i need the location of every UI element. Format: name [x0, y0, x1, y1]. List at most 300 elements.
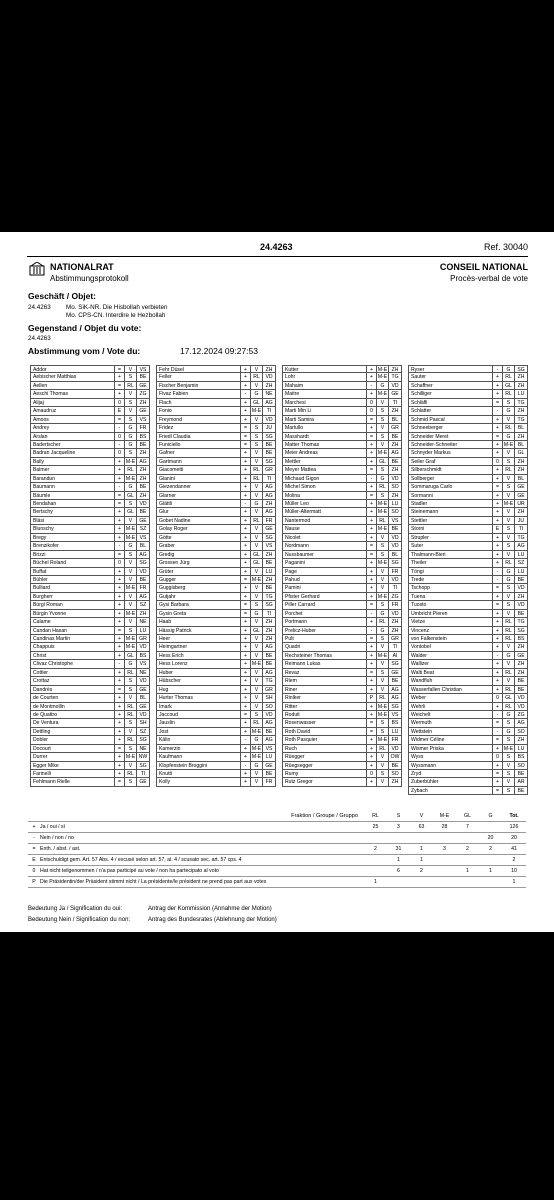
member-vote: + [367, 366, 377, 372]
member-name: Gysin Greta [157, 610, 241, 617]
member-canton: TI [392, 644, 398, 651]
member-name: Molina [283, 492, 367, 499]
member-row [30, 500, 150, 508]
member-canton: TG [265, 678, 273, 685]
member-vote: + [493, 559, 503, 566]
member-name: Crottaz [31, 677, 115, 684]
member-name: Revaz [283, 669, 367, 676]
member-name: Bregy [31, 534, 115, 541]
member-vote: + [493, 627, 503, 634]
member-group: S [377, 719, 389, 726]
member-vote: + [493, 441, 503, 448]
member-canton: SH [139, 720, 147, 727]
member-name: Imark [157, 703, 241, 710]
member-vote: + [241, 542, 251, 549]
member-group: V [377, 584, 389, 591]
member-row [30, 694, 150, 702]
footer-yes-value: Antrag der Kommission (Annahme der Motion) [148, 906, 272, 912]
member-canton: ZH [391, 467, 399, 474]
member-vote: + [115, 508, 125, 515]
member-vote: = [241, 441, 251, 448]
member-row [282, 500, 402, 508]
member-canton: BL [517, 425, 525, 432]
member-vote: + [367, 711, 377, 718]
member-canton: BE [517, 686, 525, 693]
member-name: Schneeberger [409, 424, 493, 431]
member-name: Bertschy [31, 508, 115, 515]
member-row [30, 711, 150, 719]
member-canton: SO [517, 762, 525, 769]
member-name: Brizzi [31, 551, 115, 558]
member-vote: + [241, 686, 251, 693]
member-vote: = [493, 483, 503, 490]
member-canton: BL [139, 695, 147, 702]
member-group: G [125, 433, 137, 440]
member-group: V [125, 576, 137, 583]
member-name: Rinlker [283, 694, 367, 701]
member-vote: + [493, 416, 503, 423]
member-group: V [251, 525, 263, 532]
member-row [156, 669, 276, 677]
member-row [408, 441, 528, 449]
member-group: S [251, 433, 263, 440]
member-vote: + [241, 643, 251, 650]
member-group: S [503, 584, 515, 591]
member-vote: - [493, 728, 503, 735]
member-row [282, 736, 402, 744]
member-group: RL [377, 618, 389, 625]
member-vote: + [115, 584, 125, 591]
member-row [408, 610, 528, 618]
member-group: RL [251, 373, 263, 380]
member-group: V [503, 449, 515, 456]
member-group: RL [377, 517, 389, 524]
summary-count: 6 [397, 868, 400, 874]
member-canton: ZH [517, 669, 525, 676]
member-canton: GR [391, 425, 399, 432]
member-name: Fehr Düsel [157, 366, 241, 372]
group-header: M-E [439, 813, 450, 819]
member-group: RL [503, 559, 515, 566]
member-row [30, 770, 150, 778]
member-vote: - [115, 542, 125, 549]
member-vote: = [115, 500, 125, 507]
member-row [282, 669, 402, 677]
member-vote: + [493, 373, 503, 380]
member-name: Kolly [157, 778, 241, 785]
member-vote: = [367, 601, 377, 608]
summary-count: 2 [420, 868, 423, 874]
member-vote: + [241, 728, 251, 735]
member-vote: + [367, 458, 377, 465]
member-row [156, 373, 276, 381]
member-vote: + [241, 475, 251, 482]
member-group: M-E [503, 745, 514, 752]
member-vote: + [367, 373, 377, 380]
member-group: S [503, 719, 515, 726]
summary-symbol: P [32, 879, 36, 885]
member-row [408, 568, 528, 576]
member-canton: BE [139, 374, 147, 381]
member-canton: GE [139, 408, 147, 415]
member-group: RL [503, 703, 515, 710]
parliament-emblem-icon [29, 262, 45, 276]
member-canton: ZH [265, 367, 273, 373]
member-row [30, 475, 150, 483]
member-row [30, 551, 150, 559]
member-group: S [125, 627, 137, 634]
summary-symbol: E [32, 857, 36, 863]
member-row [30, 559, 150, 567]
member-group: G [251, 762, 263, 769]
member-vote: + [241, 508, 251, 515]
member-vote: + [241, 660, 251, 667]
member-canton: FR [139, 585, 147, 592]
member-group: V [377, 778, 389, 785]
member-vote: + [493, 745, 503, 752]
member-canton: AG [265, 509, 273, 516]
member-vote: + [367, 778, 377, 785]
member-canton: ZH [265, 576, 273, 583]
member-name: Rosenwasser [283, 719, 367, 726]
member-row [408, 660, 528, 668]
member-group: G [503, 366, 515, 372]
member-vote: - [241, 762, 251, 769]
member-row [156, 635, 276, 643]
member-name: Götte [157, 534, 241, 541]
member-row [282, 424, 402, 432]
business-label: Geschäft / Objet: [28, 291, 97, 301]
member-vote: + [115, 458, 125, 465]
member-canton: ZH [391, 408, 399, 415]
member-canton: ZH [517, 408, 525, 415]
summary-count [456, 833, 479, 843]
summary-count [364, 866, 387, 876]
member-row [408, 559, 528, 567]
member-vote: + [115, 601, 125, 608]
member-name: Heer [157, 635, 241, 642]
member-vote: 0 [115, 399, 125, 406]
member-vote: + [241, 652, 251, 659]
member-group: M-E [377, 367, 388, 373]
member-vote: + [241, 719, 251, 726]
member-group: M-E [251, 661, 262, 668]
member-canton: VD [265, 711, 273, 718]
summary-count [433, 833, 456, 843]
member-row [282, 483, 402, 491]
member-name: Seiler Graf [409, 458, 493, 465]
member-name: Vietze [409, 618, 493, 625]
summary-count [433, 877, 456, 887]
member-name: Lohr [283, 373, 367, 380]
summary-row [28, 822, 526, 833]
member-vote: + [367, 703, 377, 710]
member-group: G [125, 660, 137, 667]
summary-count [479, 855, 502, 865]
member-row [30, 635, 150, 643]
member-canton: AR [517, 779, 525, 786]
member-canton: BS [517, 636, 525, 642]
member-vote: = [115, 416, 125, 423]
member-group: V [251, 382, 263, 389]
member-vote: = [115, 492, 125, 499]
member-name: Fonio [157, 407, 241, 414]
member-vote: 0 [367, 399, 377, 406]
member-vote: = [493, 584, 503, 591]
member-group: M-E [377, 391, 388, 398]
member-name: Ritter [283, 703, 367, 710]
member-vote: + [367, 745, 377, 752]
member-vote: + [493, 762, 503, 769]
member-canton: BE [265, 771, 273, 777]
member-row [282, 576, 402, 584]
member-group: GL [251, 559, 263, 566]
summary-row-label [28, 877, 364, 887]
member-row [30, 433, 150, 441]
member-group: G [377, 475, 389, 482]
member-group: V [125, 618, 137, 625]
member-canton: AG [265, 737, 273, 744]
member-row [156, 449, 276, 457]
member-canton: ZH [391, 627, 399, 634]
member-group: V [377, 686, 389, 693]
member-canton: VS [139, 367, 147, 373]
member-group: S [377, 416, 389, 423]
member-canton: AG [265, 644, 273, 651]
member-canton: BE [265, 652, 273, 659]
member-canton: BL [517, 475, 525, 482]
member-vote: = [115, 551, 125, 558]
footer-no [28, 917, 277, 923]
member-vote: = [241, 601, 251, 608]
member-canton: ZG [391, 593, 399, 600]
member-name: Piller Carrard [283, 601, 367, 608]
member-group: M-E [377, 509, 388, 516]
group-header-total: Tot. [509, 813, 519, 819]
member-group: RL [503, 424, 515, 431]
member-group: V [251, 508, 263, 515]
member-canton: BE [517, 610, 525, 617]
member-row [156, 778, 276, 786]
member-canton: LU [139, 627, 147, 634]
member-name: de Montmollin [31, 703, 115, 710]
member-row [282, 399, 402, 407]
member-row [156, 745, 276, 753]
member-group: G [125, 542, 137, 549]
member-row [282, 652, 402, 660]
nationalrat-title: NATIONALRAT [50, 262, 114, 272]
member-name: Arslan [31, 433, 115, 440]
member-row [408, 627, 528, 635]
member-canton: VD [517, 585, 525, 592]
member-canton: ZH [391, 619, 399, 626]
member-canton: BS [139, 652, 147, 659]
member-group: M-E [125, 636, 136, 642]
member-row [156, 652, 276, 660]
member-canton: BE [391, 526, 399, 533]
member-group: V [125, 517, 137, 524]
member-row [282, 584, 402, 592]
member-row [408, 762, 528, 770]
member-row [408, 770, 528, 778]
member-name: Rumy [283, 770, 367, 777]
member-row [30, 728, 150, 736]
summary-symbol: + [32, 824, 36, 830]
member-vote: + [115, 694, 125, 701]
member-row [156, 500, 276, 508]
member-group: GL [377, 458, 389, 465]
member-name: Tschopp [409, 584, 493, 591]
member-canton: VD [139, 644, 147, 651]
member-vote: + [241, 551, 251, 558]
member-row [30, 390, 150, 398]
member-vote: + [493, 618, 503, 625]
member-group: GL [503, 382, 515, 389]
business-number: 24.4263 [28, 304, 51, 311]
member-vote: + [493, 703, 503, 710]
member-vote: - [115, 660, 125, 667]
member-group: G [125, 483, 137, 490]
member-canton: TG [517, 399, 525, 406]
member-row [282, 719, 402, 727]
member-group: V [251, 694, 263, 701]
member-row [30, 373, 150, 381]
member-row [156, 719, 276, 727]
member-vote: + [241, 778, 251, 785]
member-canton: TI [392, 399, 398, 406]
member-name: Knutti [157, 770, 241, 777]
member-vote: + [115, 753, 125, 760]
member-canton: SG [139, 737, 147, 744]
member-row [282, 728, 402, 736]
member-canton: GR [139, 636, 147, 642]
member-canton: JU [265, 425, 273, 432]
member-canton: VD [265, 374, 273, 381]
member-canton: NW [138, 754, 148, 761]
member-group: V [125, 407, 137, 414]
member-name: Pamini [283, 584, 367, 591]
member-group: S [125, 686, 137, 693]
member-name: Amaudruz [31, 407, 115, 414]
subject-value: 24.4263 [28, 335, 51, 342]
member-canton: ZH [139, 492, 147, 499]
summary-count: 10 [511, 868, 517, 874]
member-row [156, 703, 276, 711]
member-canton: GE [139, 382, 147, 389]
member-row [408, 525, 528, 533]
member-canton: SZ [517, 560, 525, 567]
member-name: Büchel Roland [31, 559, 115, 566]
member-canton: TG [517, 416, 525, 423]
member-vote: = [367, 466, 377, 473]
member-name: Hug [157, 686, 241, 693]
member-group: S [125, 373, 137, 380]
member-group: V [503, 508, 515, 515]
member-name: Zryd [409, 770, 493, 777]
member-row [156, 643, 276, 651]
member-name: Gafner [157, 449, 241, 456]
member-group: G [503, 728, 515, 735]
member-row [156, 686, 276, 694]
member-group: M-E [503, 501, 514, 507]
member-group: G [503, 407, 515, 414]
summary-count: 2 [489, 846, 492, 852]
member-canton: BE [265, 728, 273, 735]
member-group: M-E [251, 754, 262, 761]
member-vote: + [115, 593, 125, 600]
member-vote: 0 [367, 407, 377, 414]
summary-count: 3 [443, 846, 446, 852]
member-vote: + [115, 762, 125, 769]
member-canton: TI [392, 585, 398, 592]
member-group: S [503, 458, 515, 465]
summary-symbol: - [33, 835, 35, 841]
member-vote: + [115, 728, 125, 735]
member-vote: + [241, 492, 251, 499]
member-canton: NE [139, 745, 147, 752]
member-canton: SG [139, 560, 147, 567]
member-row [408, 652, 528, 660]
member-vote: + [493, 500, 503, 507]
member-row [408, 449, 528, 457]
member-canton: GE [139, 517, 147, 524]
member-vote: + [241, 458, 251, 465]
member-vote: + [115, 669, 125, 676]
member-group: M-E [125, 534, 136, 541]
member-row [30, 584, 150, 592]
member-vote: = [493, 770, 503, 777]
member-canton: FR [139, 425, 147, 432]
member-group: S [377, 551, 389, 558]
member-group: V [251, 483, 263, 490]
member-vote: = [241, 433, 251, 440]
member-group: M-E [377, 703, 388, 710]
summary-count: 41 [511, 846, 517, 852]
member-name: Ruch [283, 745, 367, 752]
member-canton: AG [139, 458, 147, 465]
member-name: Schaffner [409, 382, 493, 389]
member-name: Riner [283, 686, 367, 693]
member-name: Mahaim [283, 382, 367, 389]
summary-row-label [28, 844, 364, 854]
member-name: Müller Leo [283, 500, 367, 507]
summary-count: 63 [418, 824, 425, 830]
member-vote: + [493, 466, 503, 473]
summary-label-text: Hat nicht teilgenommen / n'a pas participé au vote / non ha partecipato al voto [40, 868, 219, 874]
member-group: V [377, 576, 389, 583]
group-header: V [419, 813, 424, 819]
member-name: De Ventura [31, 719, 115, 726]
member-name: Portmann [283, 618, 367, 625]
member-canton: LU [391, 728, 399, 735]
member-canton: ZH [517, 374, 525, 381]
member-vote: + [241, 568, 251, 575]
member-name: Jost [157, 728, 241, 735]
member-group: V [251, 635, 263, 642]
member-canton: TI [140, 771, 146, 777]
member-name: Vincenz [409, 627, 493, 634]
member-row [282, 416, 402, 424]
member-row [282, 762, 402, 770]
member-name: Glur [157, 508, 241, 515]
member-canton: SZ [139, 526, 147, 533]
member-name: Umbricht Pieren [409, 610, 493, 617]
member-name: Fridez [157, 424, 241, 431]
member-name: Gutjahr [157, 593, 241, 600]
member-group: V [377, 753, 389, 760]
member-group: V [125, 728, 137, 735]
member-vote: + [115, 618, 125, 625]
